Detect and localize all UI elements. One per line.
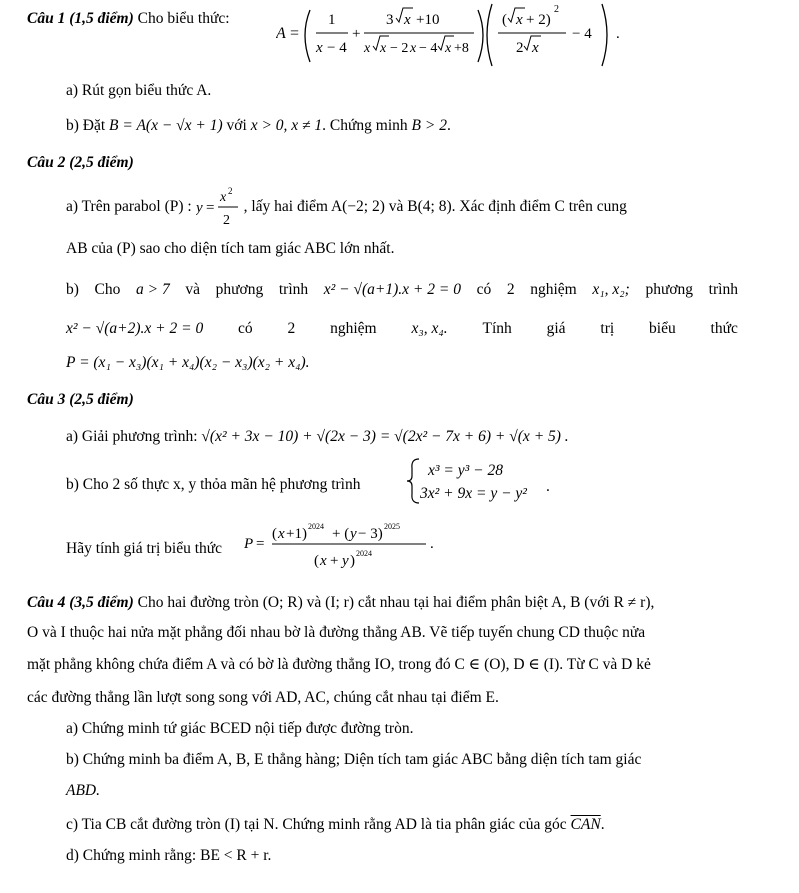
svg-text:2: 2 bbox=[516, 40, 524, 56]
word: Cho bbox=[94, 281, 121, 298]
svg-text:=: = bbox=[205, 200, 215, 217]
q2-title: Câu 2 (2,5 điểm) bbox=[27, 154, 134, 171]
svg-text:− 3): − 3) bbox=[358, 526, 383, 542]
svg-text:x: x bbox=[516, 12, 523, 28]
svg-text:2: 2 bbox=[227, 186, 233, 197]
q2-parabola-formula bbox=[196, 184, 244, 230]
word: thức bbox=[710, 320, 738, 337]
q1-b-formula: B = A(x − √x + 1) bbox=[109, 117, 223, 134]
word: b) bbox=[66, 281, 79, 298]
svg-text:P: P bbox=[244, 536, 254, 552]
word: 2 bbox=[287, 320, 296, 337]
q3-system-eq2: 3x² + 9x = y − y² bbox=[420, 485, 527, 502]
q3-b-pre: b) Cho 2 số thực x, y thỏa mãn hệ phương trình bbox=[66, 476, 361, 493]
svg-text:+10: +10 bbox=[416, 12, 440, 28]
svg-text:x: x bbox=[404, 12, 411, 28]
word: trình bbox=[278, 281, 309, 298]
q4-part-d: d) Chứng minh rằng: BE < R + r. bbox=[66, 847, 272, 864]
q3-system-period: . bbox=[546, 478, 550, 495]
math: x₃, x₄. bbox=[411, 320, 448, 337]
svg-text:x: x bbox=[278, 526, 285, 542]
q4-line2: O và I thuộc hai nửa mặt phẳng đối nhau bờ là đường thẳng AB. Vẽ tiếp tuyến chung CD thuộc nửa bbox=[27, 624, 646, 641]
word: trị bbox=[600, 320, 615, 337]
q3-part-c bbox=[66, 540, 222, 558]
svg-text:.: . bbox=[430, 536, 434, 552]
word: có bbox=[238, 320, 253, 337]
svg-text:+8: +8 bbox=[454, 41, 469, 56]
svg-text:2: 2 bbox=[222, 213, 230, 229]
word: có bbox=[476, 281, 492, 298]
svg-text:2: 2 bbox=[554, 4, 559, 15]
q3-expression-P bbox=[244, 520, 444, 578]
q4-part-b-line2: ABD. bbox=[66, 782, 101, 799]
word: 2 bbox=[506, 281, 515, 298]
word: và bbox=[185, 281, 200, 298]
math: x₁, x₂; bbox=[592, 281, 630, 298]
q1-b-post: . Chứng minh bbox=[322, 117, 408, 134]
svg-text:y: y bbox=[350, 526, 357, 542]
svg-text:x: x bbox=[219, 190, 226, 206]
word: phương bbox=[215, 281, 264, 298]
svg-text:(: ( bbox=[502, 12, 507, 28]
math: x² − √(a+1).x + 2 = 0 bbox=[323, 281, 461, 298]
q4-title: Câu 4 (3,5 điểm) bbox=[27, 594, 134, 611]
q1-heading bbox=[27, 10, 230, 28]
q3-a-equation: √(x² + 3x − 10) + √(2x − 3) = √(2x² − 7x + 6) + √(x + 5) . bbox=[201, 428, 569, 445]
q1-part-a: a) Rút gọn biểu thức A. bbox=[66, 82, 212, 99]
svg-text:3: 3 bbox=[386, 12, 394, 28]
svg-text:+1): +1) bbox=[286, 526, 307, 542]
svg-text:(: ( bbox=[272, 526, 277, 542]
svg-text:y: y bbox=[195, 200, 203, 217]
math: a > 7 bbox=[136, 281, 170, 298]
svg-text:+: + bbox=[352, 26, 361, 42]
q4-intro: Cho hai đường tròn (O; R) và (I; r) cắt nhau tại hai điểm phân biệt A, B (với R ≠ r), bbox=[137, 594, 655, 611]
q3-a-pre: a) Giải phương trình: bbox=[66, 428, 198, 445]
q4-c-text: c) Tia CB cắt đường tròn (I) tại N. Chứng minh rằng AD là tia phân giác của góc bbox=[66, 816, 567, 833]
q1-intro: Cho biểu thức: bbox=[137, 10, 230, 27]
q1-b-claim: B > 2 bbox=[411, 117, 447, 134]
svg-text:x: x bbox=[364, 41, 371, 56]
q2-part-a-line2: AB của (P) sao cho diện tích tam giác ABC lớn nhất. bbox=[66, 240, 395, 257]
q1-title: Câu 1 (1,5 điểm) bbox=[27, 10, 134, 27]
svg-text:y: y bbox=[342, 553, 349, 569]
svg-text:x: x bbox=[316, 40, 323, 56]
q2-part-a-line1 bbox=[66, 186, 627, 229]
q4-c-angle: $\overline{CAN}$ bbox=[570, 816, 601, 833]
svg-text:1: 1 bbox=[328, 12, 336, 28]
svg-text:x: x bbox=[410, 41, 417, 56]
q1-b-cond: x > 0, x ≠ 1 bbox=[250, 117, 323, 134]
svg-text:− 2: − 2 bbox=[390, 41, 409, 56]
word: giá bbox=[546, 320, 566, 337]
q2-a-post: , lấy hai điểm A(−2; 2) và B(4; 8). Xác định điểm C trên cung bbox=[243, 198, 627, 215]
svg-text:− 4: − 4 bbox=[327, 40, 347, 56]
svg-text:=: = bbox=[256, 536, 265, 552]
word: biểu bbox=[649, 320, 676, 337]
q2-part-b-line2 bbox=[66, 320, 738, 338]
q2-part-b-line1 bbox=[66, 281, 738, 299]
q4-part-a: a) Chứng minh tứ giác BCED nội tiếp được đường tròn. bbox=[66, 720, 414, 737]
svg-text:2024: 2024 bbox=[308, 522, 324, 531]
word: nghiệm bbox=[330, 320, 377, 337]
word: nghiệm bbox=[530, 281, 577, 298]
q4-line3: mặt phẳng không chứa điểm A và có bờ là đường thẳng IO, trong đó C ∈ (O), D ∈ (I). Từ C và D kẻ bbox=[27, 656, 651, 673]
svg-text:− 4: − 4 bbox=[419, 41, 438, 56]
svg-text:.: . bbox=[616, 26, 620, 42]
q1-b-end: . bbox=[446, 117, 451, 134]
q3-part-b bbox=[66, 476, 361, 494]
word: Tính bbox=[482, 320, 512, 337]
svg-text:): ) bbox=[350, 553, 355, 569]
q4-part-b-line1: b) Chứng minh ba điểm A, B, E thẳng hàng; Diện tích tam giác ABC bằng diện tích tam giác bbox=[66, 751, 642, 768]
q1-part-b bbox=[66, 117, 451, 135]
svg-text:x: x bbox=[380, 41, 387, 56]
word: trình bbox=[708, 281, 738, 298]
svg-text:+ (: + ( bbox=[332, 526, 350, 542]
q3-system-eq1: x³ = y³ − 28 bbox=[428, 462, 503, 479]
svg-text:x: x bbox=[445, 41, 452, 56]
q2-part-b-line3: P = (x₁ − x₃)(x₁ + x₄)(x₂ − x₃)(x₂ + x₄). bbox=[66, 354, 310, 371]
q3-c-pre: Hãy tính giá trị biểu thức bbox=[66, 540, 223, 557]
svg-text:x: x bbox=[532, 40, 539, 56]
svg-text:2025: 2025 bbox=[384, 522, 400, 531]
q1-b-mid: với bbox=[226, 117, 247, 134]
q4-line1 bbox=[27, 594, 654, 612]
svg-text:− 4: − 4 bbox=[572, 26, 592, 42]
q3-title: Câu 3 (2,5 điểm) bbox=[27, 391, 134, 408]
svg-text:(: ( bbox=[314, 553, 319, 569]
svg-text:+: + bbox=[330, 553, 339, 569]
svg-text:2024: 2024 bbox=[356, 549, 372, 558]
q1-b-pre: b) Đặt bbox=[66, 117, 106, 134]
q2-a-pre: a) Trên parabol (P) : bbox=[66, 198, 192, 215]
svg-text:=: = bbox=[290, 25, 300, 42]
q4-line4: các đường thẳng lần lượt song song với AD, AC, chúng cắt nhau tại điểm E. bbox=[27, 689, 499, 706]
svg-text:A: A bbox=[276, 25, 286, 42]
q1-expression-A bbox=[276, 0, 636, 70]
word: phương bbox=[645, 281, 694, 298]
math: x² − √(a+2).x + 2 = 0 bbox=[66, 320, 204, 337]
q4-part-c: c) Tia CB cắt đường tròn (I) tại N. Chứng minh rằng AD là tia phân giác của góc $\overline{CAN}$. bbox=[66, 816, 605, 833]
svg-text:+ 2): + 2) bbox=[526, 12, 551, 28]
q3-part-a bbox=[66, 428, 569, 446]
svg-text:x: x bbox=[320, 553, 327, 569]
